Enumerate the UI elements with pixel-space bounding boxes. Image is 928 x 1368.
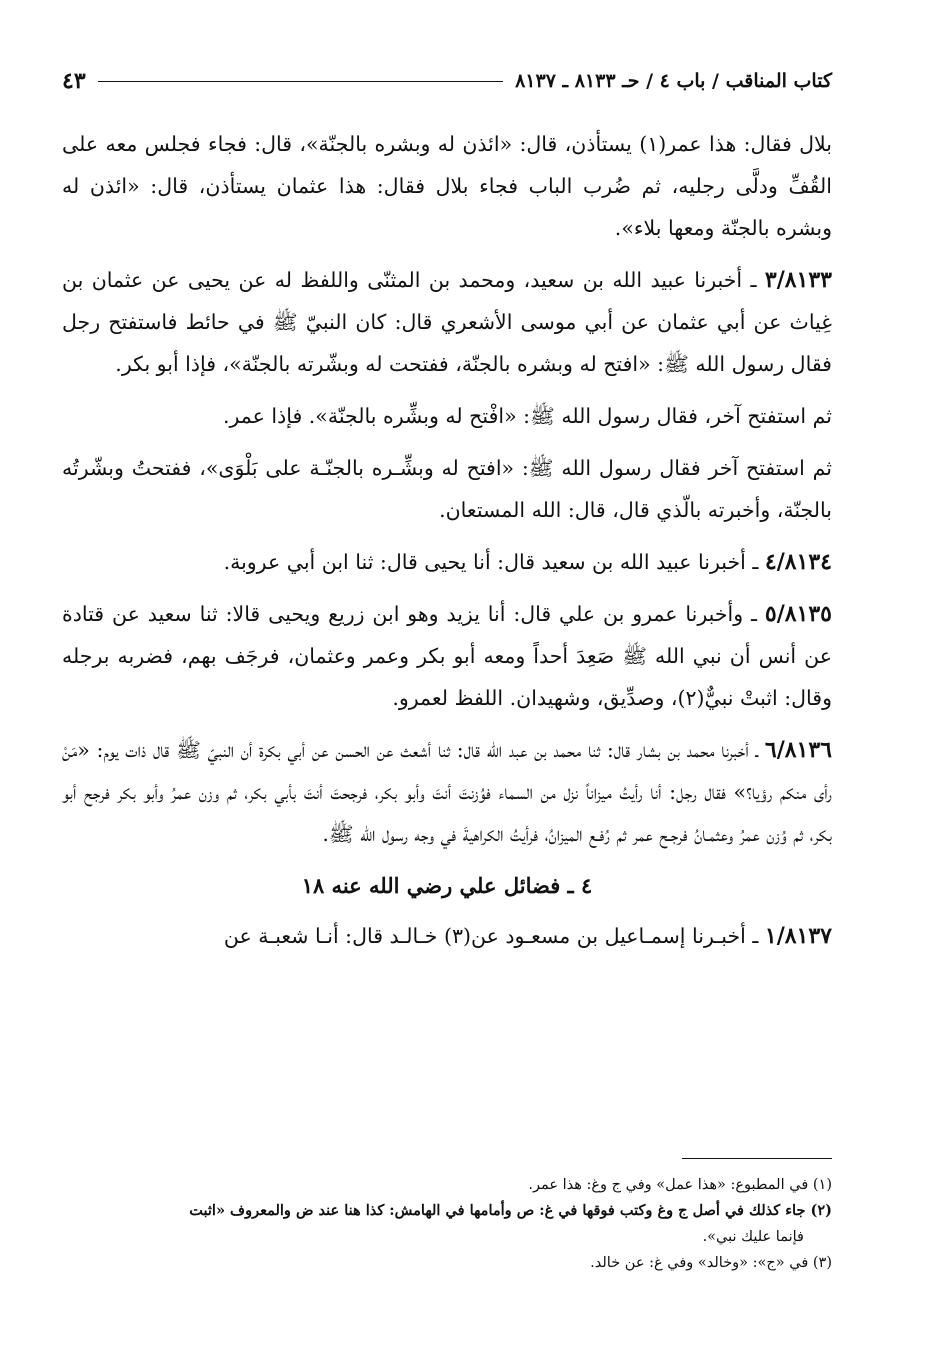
- paragraph: [62, 259, 832, 385]
- hadith-number: ٥/٨١٣٥: [764, 601, 832, 627]
- footnotes: [62, 1172, 832, 1276]
- footnote: (٢) جاء كذلك في أصل ج وغ وكتب فوقها في غ: ص وأمامها في الهامش: كذا هنا عند ض والمعروف «اثبت: [189, 1202, 832, 1219]
- paragraph-text: ـ أخبرنا عبيد الله بن سعيد، ومحمد بن المثنّى واللفظ له عن يحيى عن عثمان بن غِياث عن أبي عثمان عن أبي موسى الأشعري قال: كان النبيّ ﷺ في حائط فاستفتح رجل فقال رسول الله ﷺ: «افتح له وبشره بالجنّة، ففتحت له وبشّرته بالجنّة»، فإذا أبو بكر.: [62, 268, 832, 376]
- paragraph-text: ـ أخبـرنا إسمـاعيل بن مسعـود عن(٣) خـالـد قال: أنـا شعبـة عن: [223, 924, 765, 948]
- hadith-number: ٦/٨١٣٦: [764, 737, 832, 763]
- document-page: [62, 55, 832, 1345]
- paragraph-text: ـ أخبرنا عبيد الله بن سعيد قال: أنا يحيى قال: ثنا ابن أبي عروبة.: [223, 550, 765, 574]
- paragraph-text: ثم استفتح آخر، فقال رسول الله ﷺ: «افْتح له وبشِّره بالجنّة». فإذا عمر.: [222, 404, 832, 428]
- paragraph-text: ثم استفتح آخر فقال رسول الله ﷺ: «افتح له وبشِّـره بالجنّـة على بَلْوَى»، ففتحتُ وبشّرتُه بالجنّة، وأخبرته بالّذي قال، قال: الله المستعان.: [62, 456, 832, 522]
- paragraph: [62, 447, 832, 531]
- hadith-number: ٤/٨١٣٤: [764, 549, 832, 575]
- hadith-number: ٣/٨١٣٣: [764, 267, 832, 293]
- footnote-separator: [682, 1158, 832, 1159]
- paragraph: [62, 123, 832, 249]
- paragraph: [62, 729, 832, 855]
- page-number: ٤٣: [62, 68, 86, 94]
- footnote: (٣) في «ج»: «وخالد» وفي غ: عن خالد.: [590, 1255, 832, 1271]
- paragraph: [62, 593, 832, 719]
- footnote: (١) في المطبوع: «هذا عمل» وفي ج وغ: هذا عمر.: [528, 1177, 832, 1193]
- paragraph: [62, 541, 832, 583]
- section-heading: ٤ ـ فضائل علي رضي الله عنه ١٨: [301, 873, 593, 898]
- paragraph: [62, 395, 832, 437]
- paragraph: [62, 915, 832, 957]
- header-title: كتاب المناقب / باب ٤ / حـ ٨١٣٣ ـ ٨١٣٧: [515, 70, 832, 92]
- main-text: [62, 123, 832, 967]
- footnote-continuation: فإنما عليك نبي».: [702, 1229, 804, 1245]
- header-rule: [98, 81, 503, 82]
- paragraph-text: بلال فقال: هذا عمر(١) يستأذن، قال: «ائذن له وبشره بالجنّة»، قال: فجاء فجلس معه على القُفِّ ودلَّى رجليه، ثم ضُرب الباب فجاء بلال فقال: هذا عثمان يستأذن، قال: «ائذن له وبشره بالجنّة ومعها بلاء».: [62, 132, 832, 240]
- running-header: [62, 63, 832, 99]
- paragraph-text: ـ وأخبرنا عمرو بن علي قال: أنا يزيد وهو ابن زريع ويحيى قالا: ثنا سعيد عن قتادة عن أنس أن نبي الله ﷺ صَعِدَ أحداً ومعه أبو بكر وعمر وعثمان، فرجَف بهم، فضربه برجله وقال: اثبتْ نبيٌّ(٢)، وصدِّيق، وشهيدان. اللفظ لعمرو.: [62, 602, 832, 710]
- paragraph-text: ـ أخبرنا محمد بن بشار قال: ثنا محمد بن عبد الله قال: ثنا أشعث عن الحسن عن أبي بكرة أن النبيّ ﷺ قال ذات يوم: «مَنْ رأى منكم رؤيا؟» فقال رجل: أنا رأيتُ ميزاناً نزل من السماء فوُزنتَ أنتَ وأبو بكر، فرجحتَ أنتَ بأبي بكر، ثم وزن عمرُ وأبو بكر فرجح أبو بكر، ثم وُزن عمرُ وعثمـانُ فرجـح عمر ثم رُفـع الميزانُ، فرأيتُ الكراهيةَ في وجه رسول الله ﷺ.: [62, 738, 832, 846]
- hadith-number: ١/٨١٣٧: [764, 923, 832, 949]
